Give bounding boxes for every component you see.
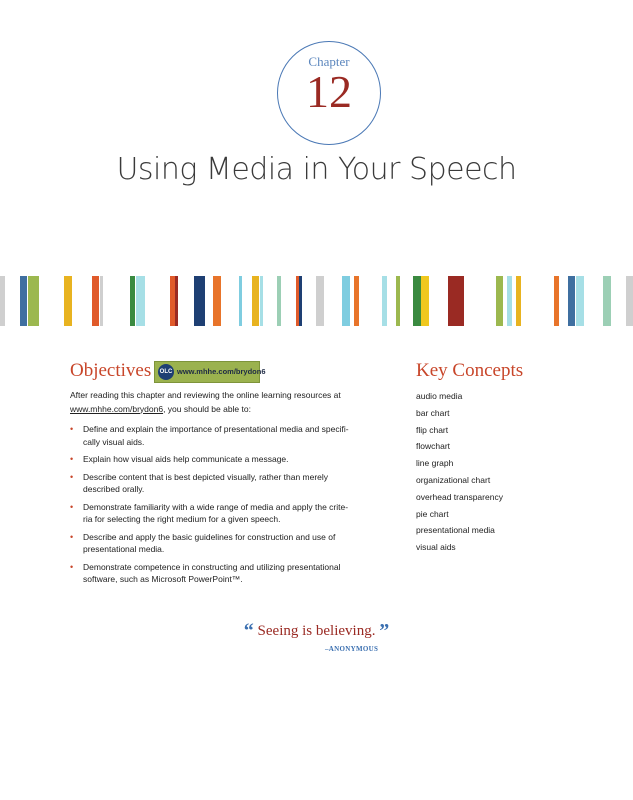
objective-item	[70, 453, 368, 466]
chapter-title: Using Media in Your Speech	[116, 152, 517, 187]
stripe	[554, 276, 559, 326]
stripe	[316, 276, 324, 326]
objective-line: Explain how visual aids help communicate a message.	[83, 454, 289, 464]
stripe	[382, 276, 387, 326]
objective-line: described orally.	[83, 484, 145, 494]
stripe	[576, 276, 584, 326]
stripe	[252, 276, 259, 326]
chapter-badge	[277, 41, 381, 145]
stripe	[28, 276, 39, 326]
stripe	[516, 276, 521, 326]
stripe	[0, 276, 5, 326]
stripe	[64, 276, 72, 326]
stripe	[626, 276, 633, 326]
chapter-number: 12	[306, 66, 352, 117]
stripe	[100, 276, 103, 326]
key-concept-item: organizational chart	[416, 474, 491, 485]
stripe	[20, 276, 27, 326]
decorative-stripe-band	[0, 276, 633, 326]
quote-attribution: –ANONYMOUS	[325, 645, 379, 653]
key-concept-item: bar chart	[416, 407, 450, 418]
stripe	[239, 276, 242, 326]
objective-line: ria for selecting the right medium for a given speech.	[83, 514, 281, 524]
objectives-list	[70, 423, 370, 591]
bullet-icon: •	[70, 424, 74, 434]
objective-line: presentational media.	[83, 544, 165, 554]
key-concept-item: pie chart	[416, 508, 449, 519]
stripe	[603, 276, 611, 326]
stripe	[277, 276, 281, 326]
objective-line: cally visual aids.	[83, 436, 145, 447]
key-concept-item: overhead transparency	[416, 491, 503, 502]
quote-text: Seeing is believing.	[257, 623, 376, 639]
intro-text: After reading this chapter and reviewing the online learning resources at	[70, 390, 341, 400]
stripe	[92, 276, 99, 326]
stripe	[354, 276, 359, 326]
stripe	[448, 276, 464, 326]
objective-line: Define and explain the importance of presentational media and specifi-	[83, 424, 349, 434]
key-concept-item: visual aids	[416, 542, 456, 553]
objective-line: software, such as Microsoft PowerPoint™.	[83, 574, 243, 584]
bullet-icon: •	[70, 501, 74, 512]
stripe	[194, 276, 205, 326]
stripe	[342, 276, 350, 326]
close-quote-icon: ”	[379, 620, 390, 642]
stripe	[507, 276, 512, 326]
objective-item	[70, 471, 368, 496]
objective-line: Describe and apply the basic guidelines for construction and use of	[83, 531, 336, 542]
stripe	[130, 276, 135, 326]
olc-url: www.mhhe.com/brydon6	[177, 367, 266, 376]
stripe	[213, 276, 221, 326]
key-concept-item: presentational media	[416, 525, 495, 536]
stripe	[396, 276, 400, 326]
key-concept-item: flip chart	[416, 424, 449, 435]
stripe	[136, 276, 145, 326]
bullet-icon: •	[70, 561, 74, 572]
olc-badge[interactable]	[154, 361, 266, 383]
objective-line: Describe content that is best depicted visually, rather than merely	[83, 471, 329, 482]
intro-link[interactable]: www.mhhe.com/brydon6	[70, 403, 164, 414]
objective-line: Demonstrate familiarity with a wide range of media and apply the crite-	[83, 501, 349, 512]
key-concepts-list	[416, 388, 503, 556]
chapter-label: Chapter	[308, 54, 350, 69]
stripe	[175, 276, 178, 326]
stripe	[568, 276, 575, 326]
epigraph-quote	[0, 620, 633, 643]
key-concepts-heading: Key Concepts	[416, 360, 524, 381]
objective-item	[70, 561, 368, 586]
stripe	[421, 276, 429, 326]
objective-line: Demonstrate competence in constructing and utilizing presentational	[83, 561, 341, 572]
stripe	[299, 276, 302, 326]
stripe	[496, 276, 503, 326]
key-concept-item: audio media	[416, 391, 463, 401]
objectives-heading: Objectives	[70, 360, 152, 381]
stripe	[413, 276, 421, 326]
bullet-icon: •	[70, 454, 74, 464]
bullet-icon: •	[70, 471, 74, 482]
objective-item	[70, 501, 368, 526]
key-concept-item: flowchart	[416, 441, 451, 452]
bullet-icon: •	[70, 531, 74, 542]
objective-item	[70, 423, 368, 448]
key-concept-item: line graph	[416, 458, 454, 469]
open-quote-icon: “	[243, 620, 254, 642]
objective-item	[70, 531, 368, 556]
stripe	[260, 276, 263, 326]
intro-text-end: , you should be able to:	[163, 403, 251, 414]
olc-logo-icon: OLC	[158, 364, 174, 380]
objectives-intro	[70, 389, 370, 416]
